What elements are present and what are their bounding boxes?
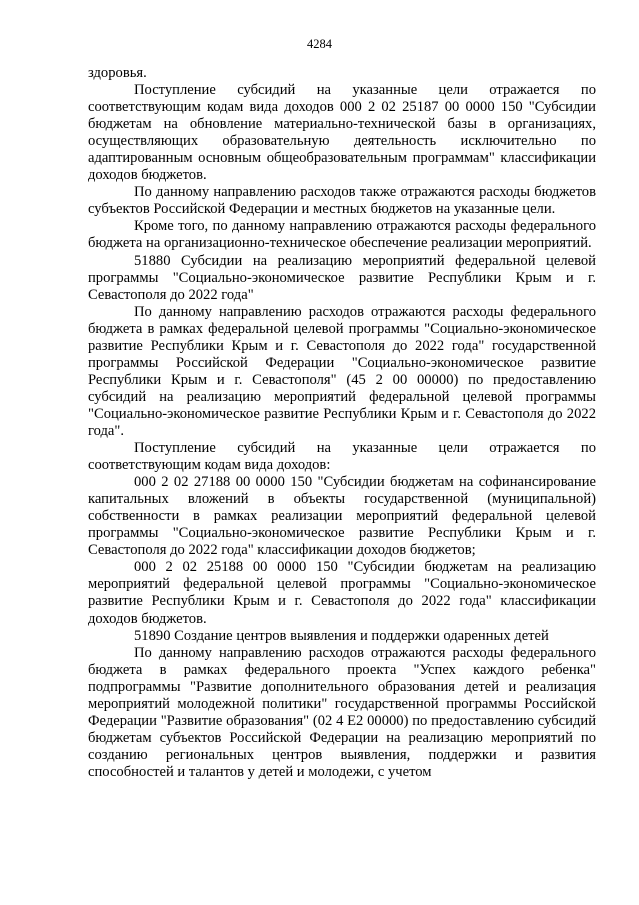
paragraph: Поступление субсидий на указанные цели отражается по соответствующим кодам вида доходов:	[88, 440, 596, 474]
paragraph: 000 2 02 27188 00 0000 150 "Субсидии бюджетам на софинансирование капитальных вложений в объекты государственной (муниципальной) собственности в рамках реализации мероприятий федеральной целевой программы "Социально-экономическое развитие Республики Крым и г. Севастополя до 2022 года" классификации доходов бюджетов;	[88, 474, 596, 559]
paragraph: По данному направлению расходов также отражаются расходы бюджетов субъектов Российской Федерации и местных бюджетов на указанные цели.	[88, 184, 596, 218]
paragraph: По данному направлению расходов отражаются расходы федерального бюджета в рамках федеральной целевой программы "Социально-экономическое развитие Республики Крым и г. Севастополя до 2022 года" государственной программы Российской Федерации "Социально-экономическое развитие Республики Крым и г. Севастополя" (45 2 00 00000) по предоставлению субсидий на реализацию мероприятий федеральной целевой программы "Социально-экономическое развитие Республики Крым и г. Севастополя до 2022 года".	[88, 303, 596, 439]
section-heading: 51880 Субсидии на реализацию мероприятий федеральной целевой программы "Социально-экономическое развитие Республики Крым и г. Севастополя до 2022 года"	[88, 252, 596, 303]
paragraph: По данному направлению расходов отражаются расходы федерального бюджета в рамках федерального проекта "Успех каждого ребенка" подпрограммы "Развитие дополнительного образования детей и реализация мероприятий молодежной политики" государственной программы Российской Федерации "Развитие образования" (02 4 Е2 00000) по предоставлению субсидий бюджетам субъектов Российской Федерации на реализацию мероприятий по созданию региональных центров выявления, поддержки и развития способностей и талантов у детей и молодежи, с учетом	[88, 644, 596, 780]
paragraph: Кроме того, по данному направлению отражаются расходы федерального бюджета на организационно-техническое обеспечение реализации мероприятий.	[88, 218, 596, 252]
page-number: 4284	[307, 37, 332, 51]
paragraph: Поступление субсидий на указанные цели отражается по соответствующим кодам вида доходов 000 2 02 25187 00 0000 150 "Субсидии бюджетам на обновление материально-технической базы в организациях, осуществляющих образовательную деятельность исключительно по адаптированным основным общеобразовательным программам" классификации доходов бюджетов.	[88, 82, 596, 184]
page-body	[88, 65, 596, 781]
paragraph: 000 2 02 25188 00 0000 150 "Субсидии бюджетам на реализацию мероприятий федеральной целевой программы "Социально-экономическое развитие Республики Крым и г. Севастополя до 2022 года" классификации доходов бюджетов.	[88, 559, 596, 627]
section-heading: 51890 Создание центров выявления и поддержки одаренных детей	[134, 627, 549, 644]
paragraph: здоровья.	[88, 65, 147, 81]
